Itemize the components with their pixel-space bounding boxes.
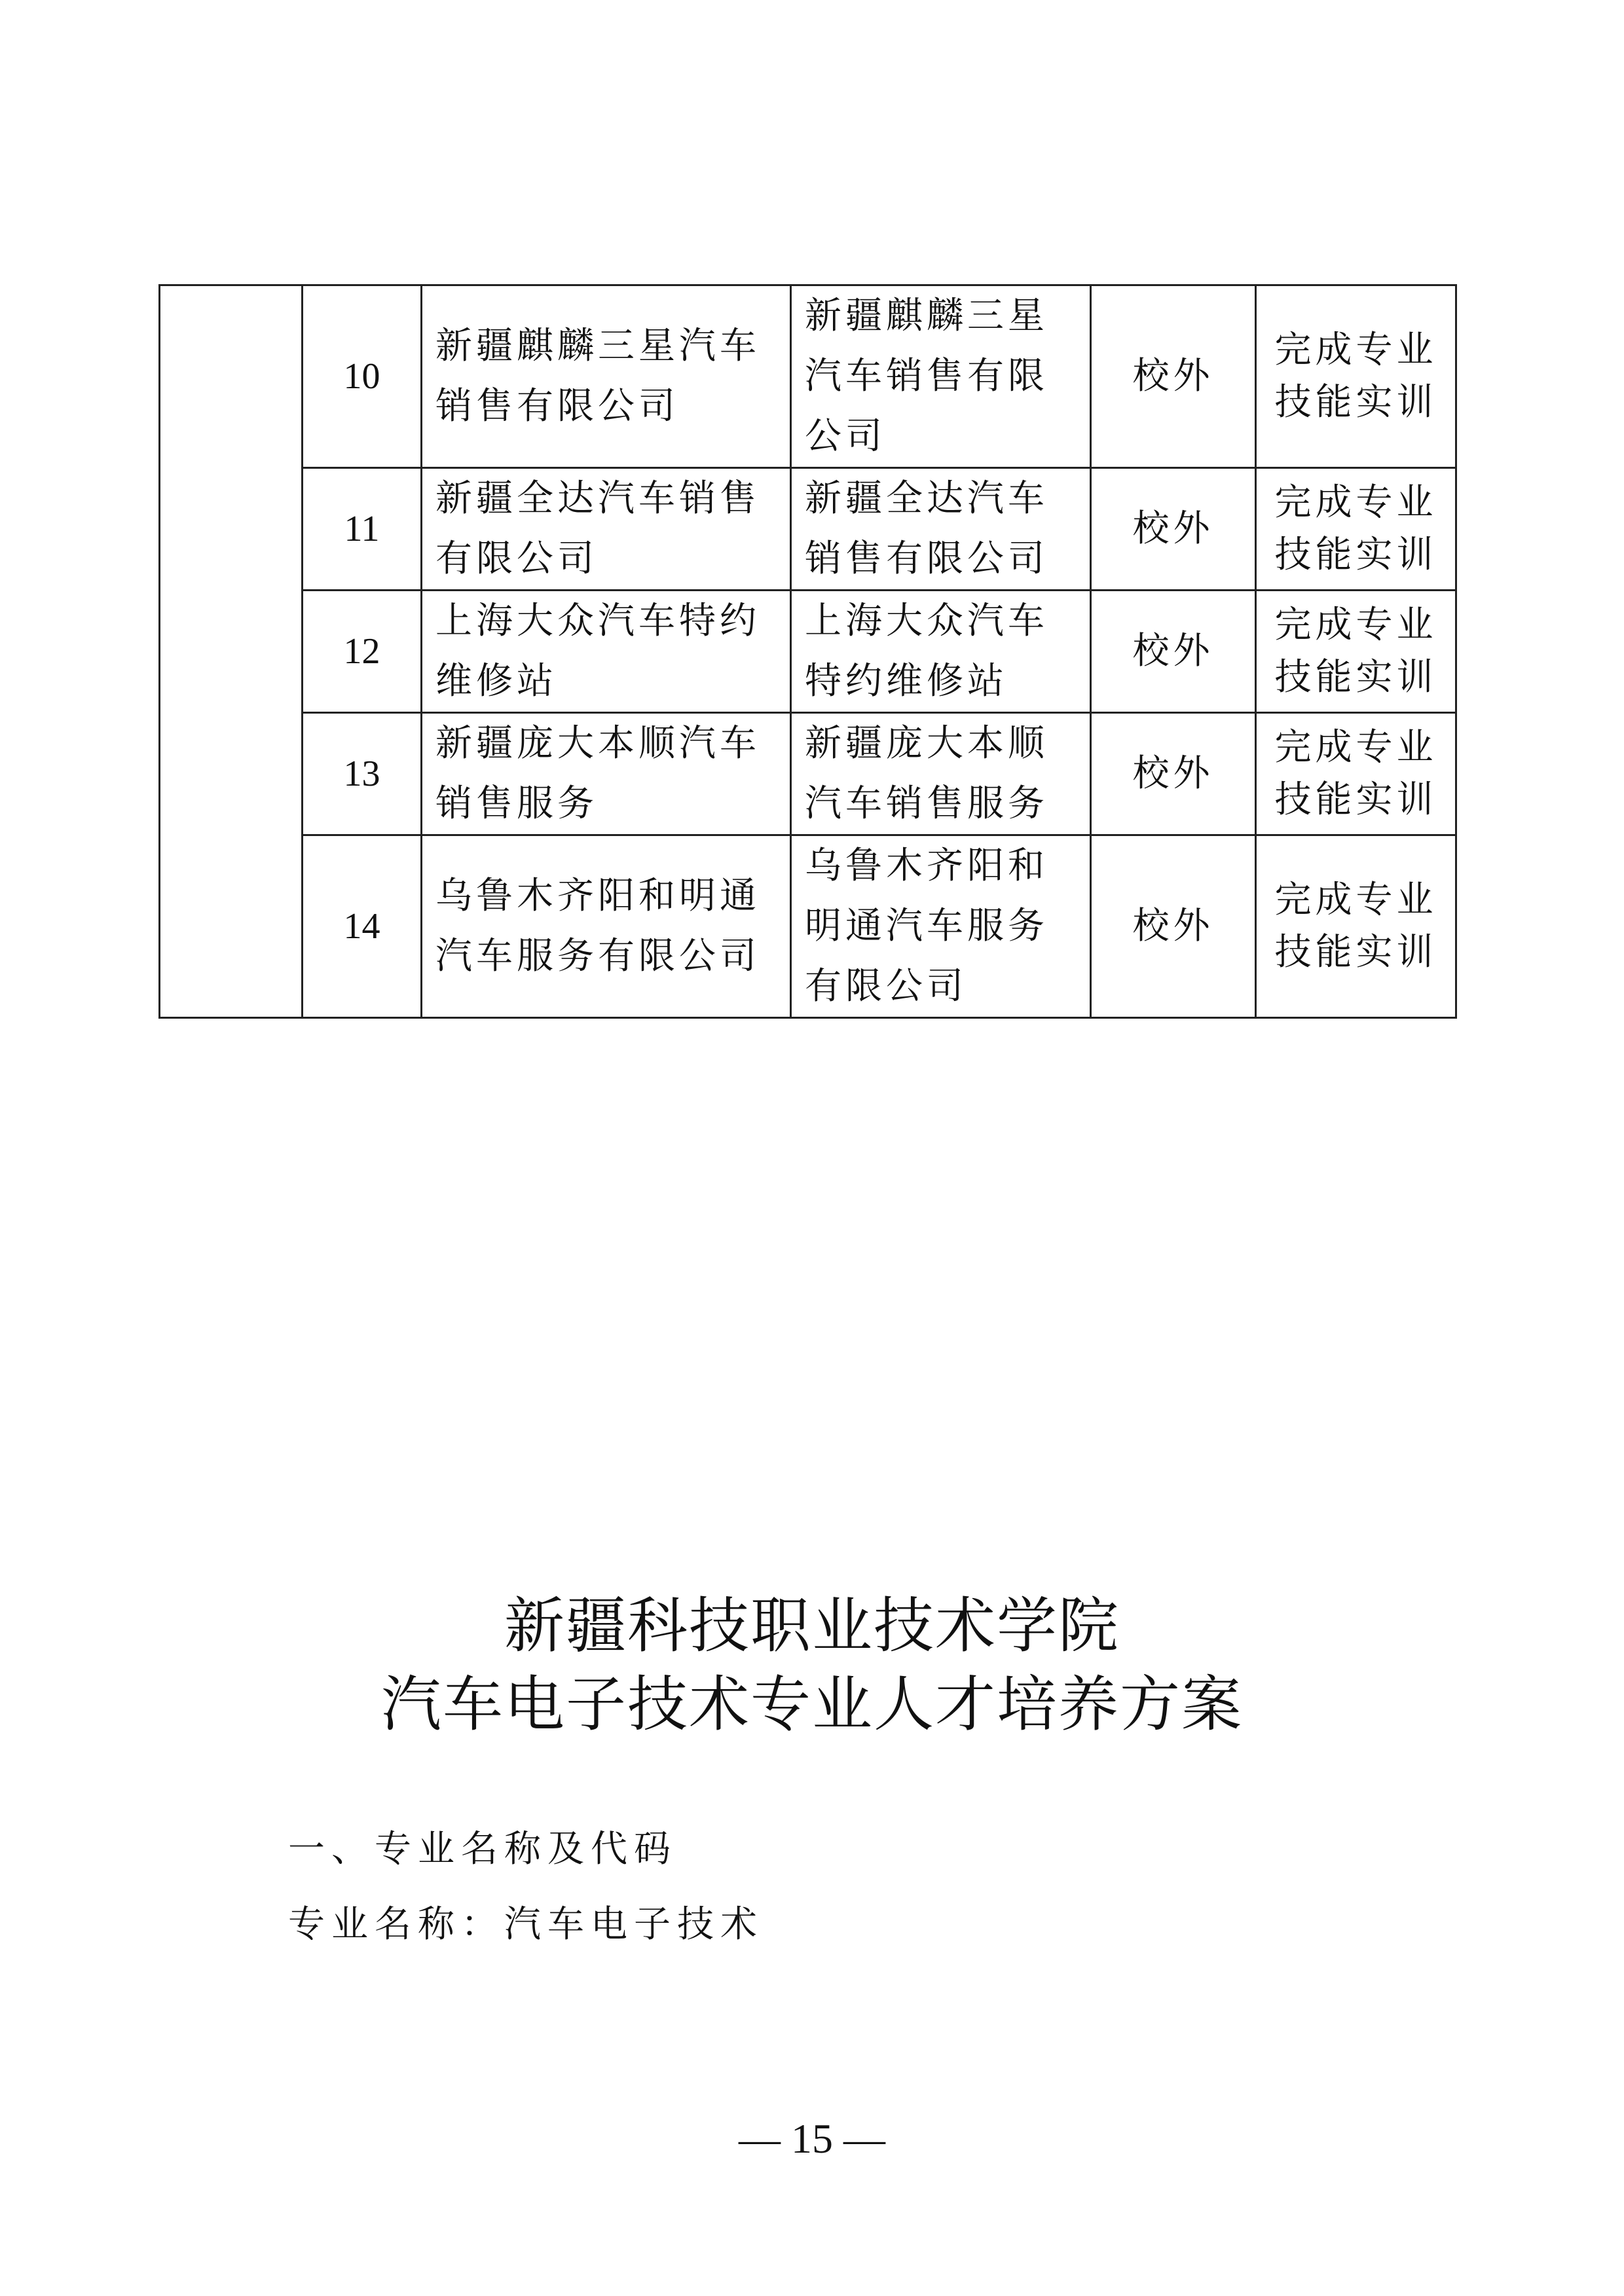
location: 校外 xyxy=(1091,468,1256,591)
table-row xyxy=(160,468,1456,591)
function: 完成专业技能实训 xyxy=(1256,713,1456,835)
document-title-institution: 新疆科技职业技术学院 xyxy=(504,1591,1120,1661)
location: 校外 xyxy=(1091,835,1256,1018)
training-base-table xyxy=(158,284,1457,1019)
table-row xyxy=(160,285,1456,468)
row-number: 14 xyxy=(303,835,422,1018)
section-heading: 一、专业名称及代码 xyxy=(288,1828,677,1870)
location: 校外 xyxy=(1091,591,1256,713)
base-name: 乌鲁木齐阳和明通汽车服务有限公司 xyxy=(422,835,791,1018)
function: 完成专业技能实训 xyxy=(1256,468,1456,591)
row-number: 11 xyxy=(303,468,422,591)
table-row xyxy=(160,835,1456,1018)
base-name: 新疆麒麟三星汽车销售有限公司 xyxy=(422,285,791,468)
merged-category-cell xyxy=(160,285,303,1018)
row-number: 12 xyxy=(303,591,422,713)
location: 校外 xyxy=(1091,713,1256,835)
base-name: 新疆全达汽车销售有限公司 xyxy=(422,468,791,591)
partner-unit: 新疆庞大本顺汽车销售服务 xyxy=(791,713,1091,835)
partner-unit: 乌鲁木齐阳和明通汽车服务有限公司 xyxy=(791,835,1091,1018)
function: 完成专业技能实训 xyxy=(1256,591,1456,713)
document-title-program: 汽车电子技术专业人才培养方案 xyxy=(380,1669,1243,1740)
table-row xyxy=(160,591,1456,713)
major-name-line: 专业名称：汽车电子技术 xyxy=(288,1903,764,1946)
partner-unit: 新疆麒麟三星汽车销售有限公司 xyxy=(791,285,1091,468)
partner-unit: 新疆全达汽车销售有限公司 xyxy=(791,468,1091,591)
function: 完成专业技能实训 xyxy=(1256,285,1456,468)
row-number: 10 xyxy=(303,285,422,468)
page-number: — 15 — xyxy=(739,2115,885,2162)
base-name: 上海大众汽车特约维修站 xyxy=(422,591,791,713)
base-name: 新疆庞大本顺汽车销售服务 xyxy=(422,713,791,835)
partner-unit: 上海大众汽车特约维修站 xyxy=(791,591,1091,713)
location: 校外 xyxy=(1091,285,1256,468)
table-row xyxy=(160,713,1456,835)
function: 完成专业技能实训 xyxy=(1256,835,1456,1018)
row-number: 13 xyxy=(303,713,422,835)
